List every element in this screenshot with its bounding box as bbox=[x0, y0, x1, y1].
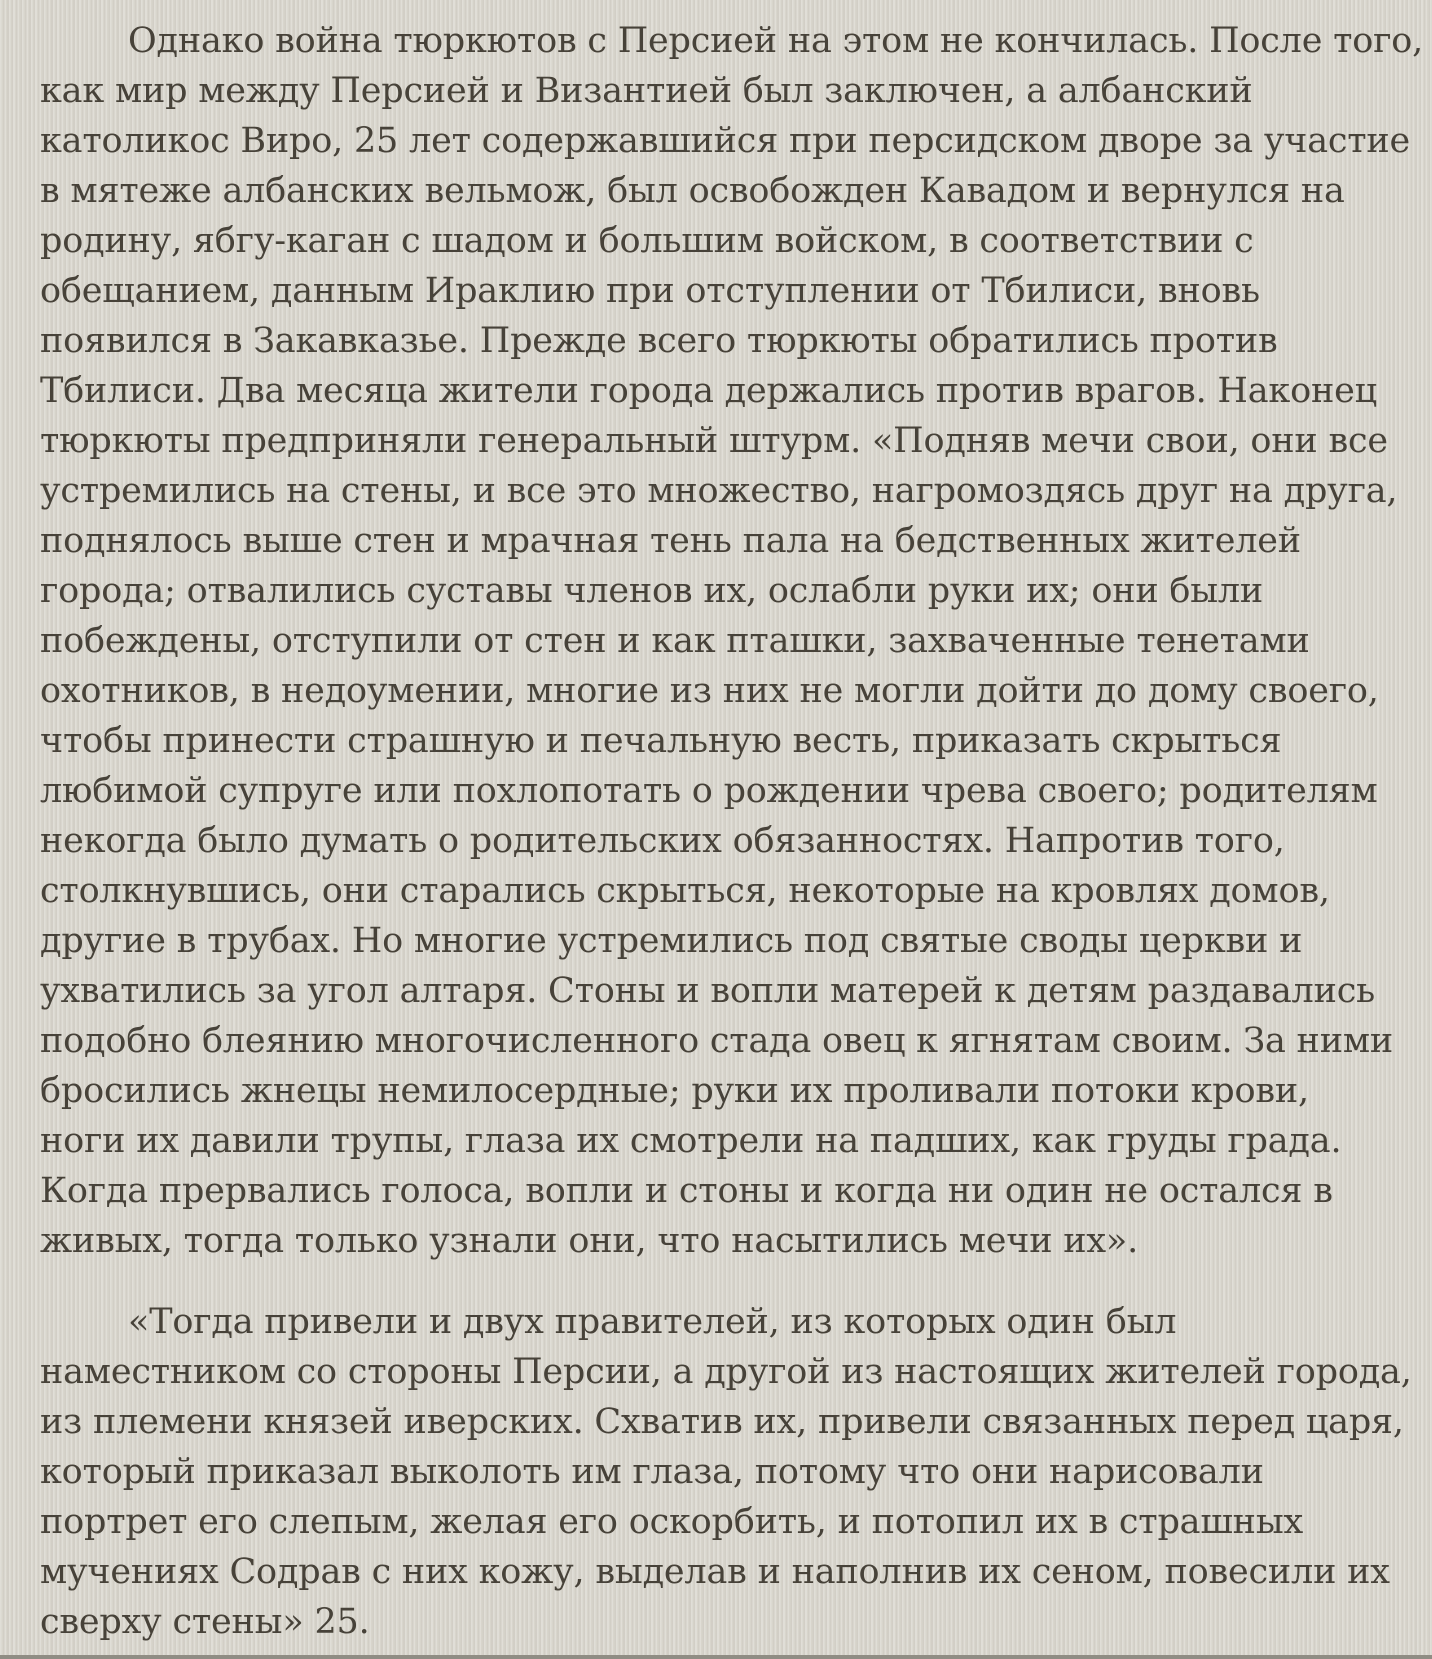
page-progress-bar bbox=[0, 1655, 1432, 1659]
text-line: Когда прервались голоса, вопли и стоны и когда ни один не остался в bbox=[40, 1171, 1333, 1211]
text-line: другие в трубах. Но многие устремились под святые своды церкви и bbox=[40, 921, 1303, 961]
text-line: бросились жнецы немилосердные; руки их проливали потоки крови, bbox=[40, 1071, 1309, 1111]
text-line: католикос Виро, 25 лет содержавшийся при персидском дворе за участие bbox=[40, 121, 1411, 161]
text-line: появился в Закавказье. Прежде всего тюркюты обратились против bbox=[40, 321, 1278, 361]
text-line: мучениях Содрав с них кожу, выделав и наполнив их сеном, повесили их bbox=[40, 1552, 1390, 1592]
text-line: наместником со стороны Персии, а другой из настоящих жителей города, bbox=[40, 1352, 1412, 1392]
text-line: сверху стены» 25. bbox=[40, 1602, 370, 1642]
text-line: подобно блеянию многочисленного стада овец к ягнятам своим. За ними bbox=[40, 1021, 1393, 1061]
text-line: портрет его слепым, желая его оскорбить, и потопил их в страшных bbox=[40, 1502, 1304, 1542]
text-line: который приказал выколоть им глаза, потому что они нарисовали bbox=[40, 1452, 1264, 1492]
text-line: ухватились за угол алтаря. Стоны и вопли матерей к детям раздавались bbox=[40, 971, 1375, 1011]
text-line: как мир между Персией и Византией был заключен, а албанский bbox=[40, 71, 1253, 111]
text-line: столкнувшись, они старались скрыться, некоторые на кровлях домов, bbox=[40, 871, 1330, 911]
text-line: ноги их давили трупы, глаза их смотрели на падших, как груды града. bbox=[40, 1121, 1342, 1161]
text-line: родину, ябгу-каган с шадом и большим войском, в соответствии с bbox=[40, 221, 1254, 261]
text-line: живых, тогда только узнали они, что насытились мечи их». bbox=[40, 1221, 1139, 1261]
text-line: города; отвалились суставы членов их, ослабли руки их; они были bbox=[40, 571, 1264, 611]
text-line: охотников, в недоумении, многие из них не могли дойти до дому своего, bbox=[40, 671, 1379, 711]
text-line: из племени князей иверских. Схватив их, привели связанных перед царя, bbox=[40, 1402, 1404, 1442]
text-line: обещанием, данным Ираклию при отступлении от Тбилиси, вновь bbox=[40, 271, 1260, 311]
paragraph bbox=[40, 16, 1424, 1266]
text-line: любимой супруге или похлопотать о рождении чрева своего; родителям bbox=[40, 771, 1378, 811]
paragraph bbox=[40, 1297, 1412, 1647]
text-line: чтобы принести страшную и печальную весть, приказать скрыться bbox=[40, 721, 1282, 761]
text-line: Тбилиси. Два месяца жители города держались против врагов. Наконец bbox=[40, 371, 1377, 411]
text-line: тюркюты предприняли генеральный штурм. «Подняв мечи свои, они все bbox=[40, 421, 1388, 461]
text-line: устремились на стены, и все это множество, нагромоздясь друг на друга, bbox=[40, 471, 1398, 511]
text-line: «Тогда привели и двух правителей, из которых один был bbox=[128, 1302, 1177, 1342]
text-line: в мятеже албанских вельмож, был освобожден Кавадом и вернулся на bbox=[40, 171, 1345, 211]
text-line: Однако война тюркютов с Персией на этом не кончилась. После того, bbox=[128, 21, 1424, 61]
text-line: поднялось выше стен и мрачная тень пала на бедственных жителей bbox=[40, 521, 1301, 561]
text-line: некогда было думать о родительских обязанностях. Напротив того, bbox=[40, 821, 1285, 861]
text-line: побеждены, отступили от стен и как пташки, захваченные тенетами bbox=[40, 621, 1310, 661]
